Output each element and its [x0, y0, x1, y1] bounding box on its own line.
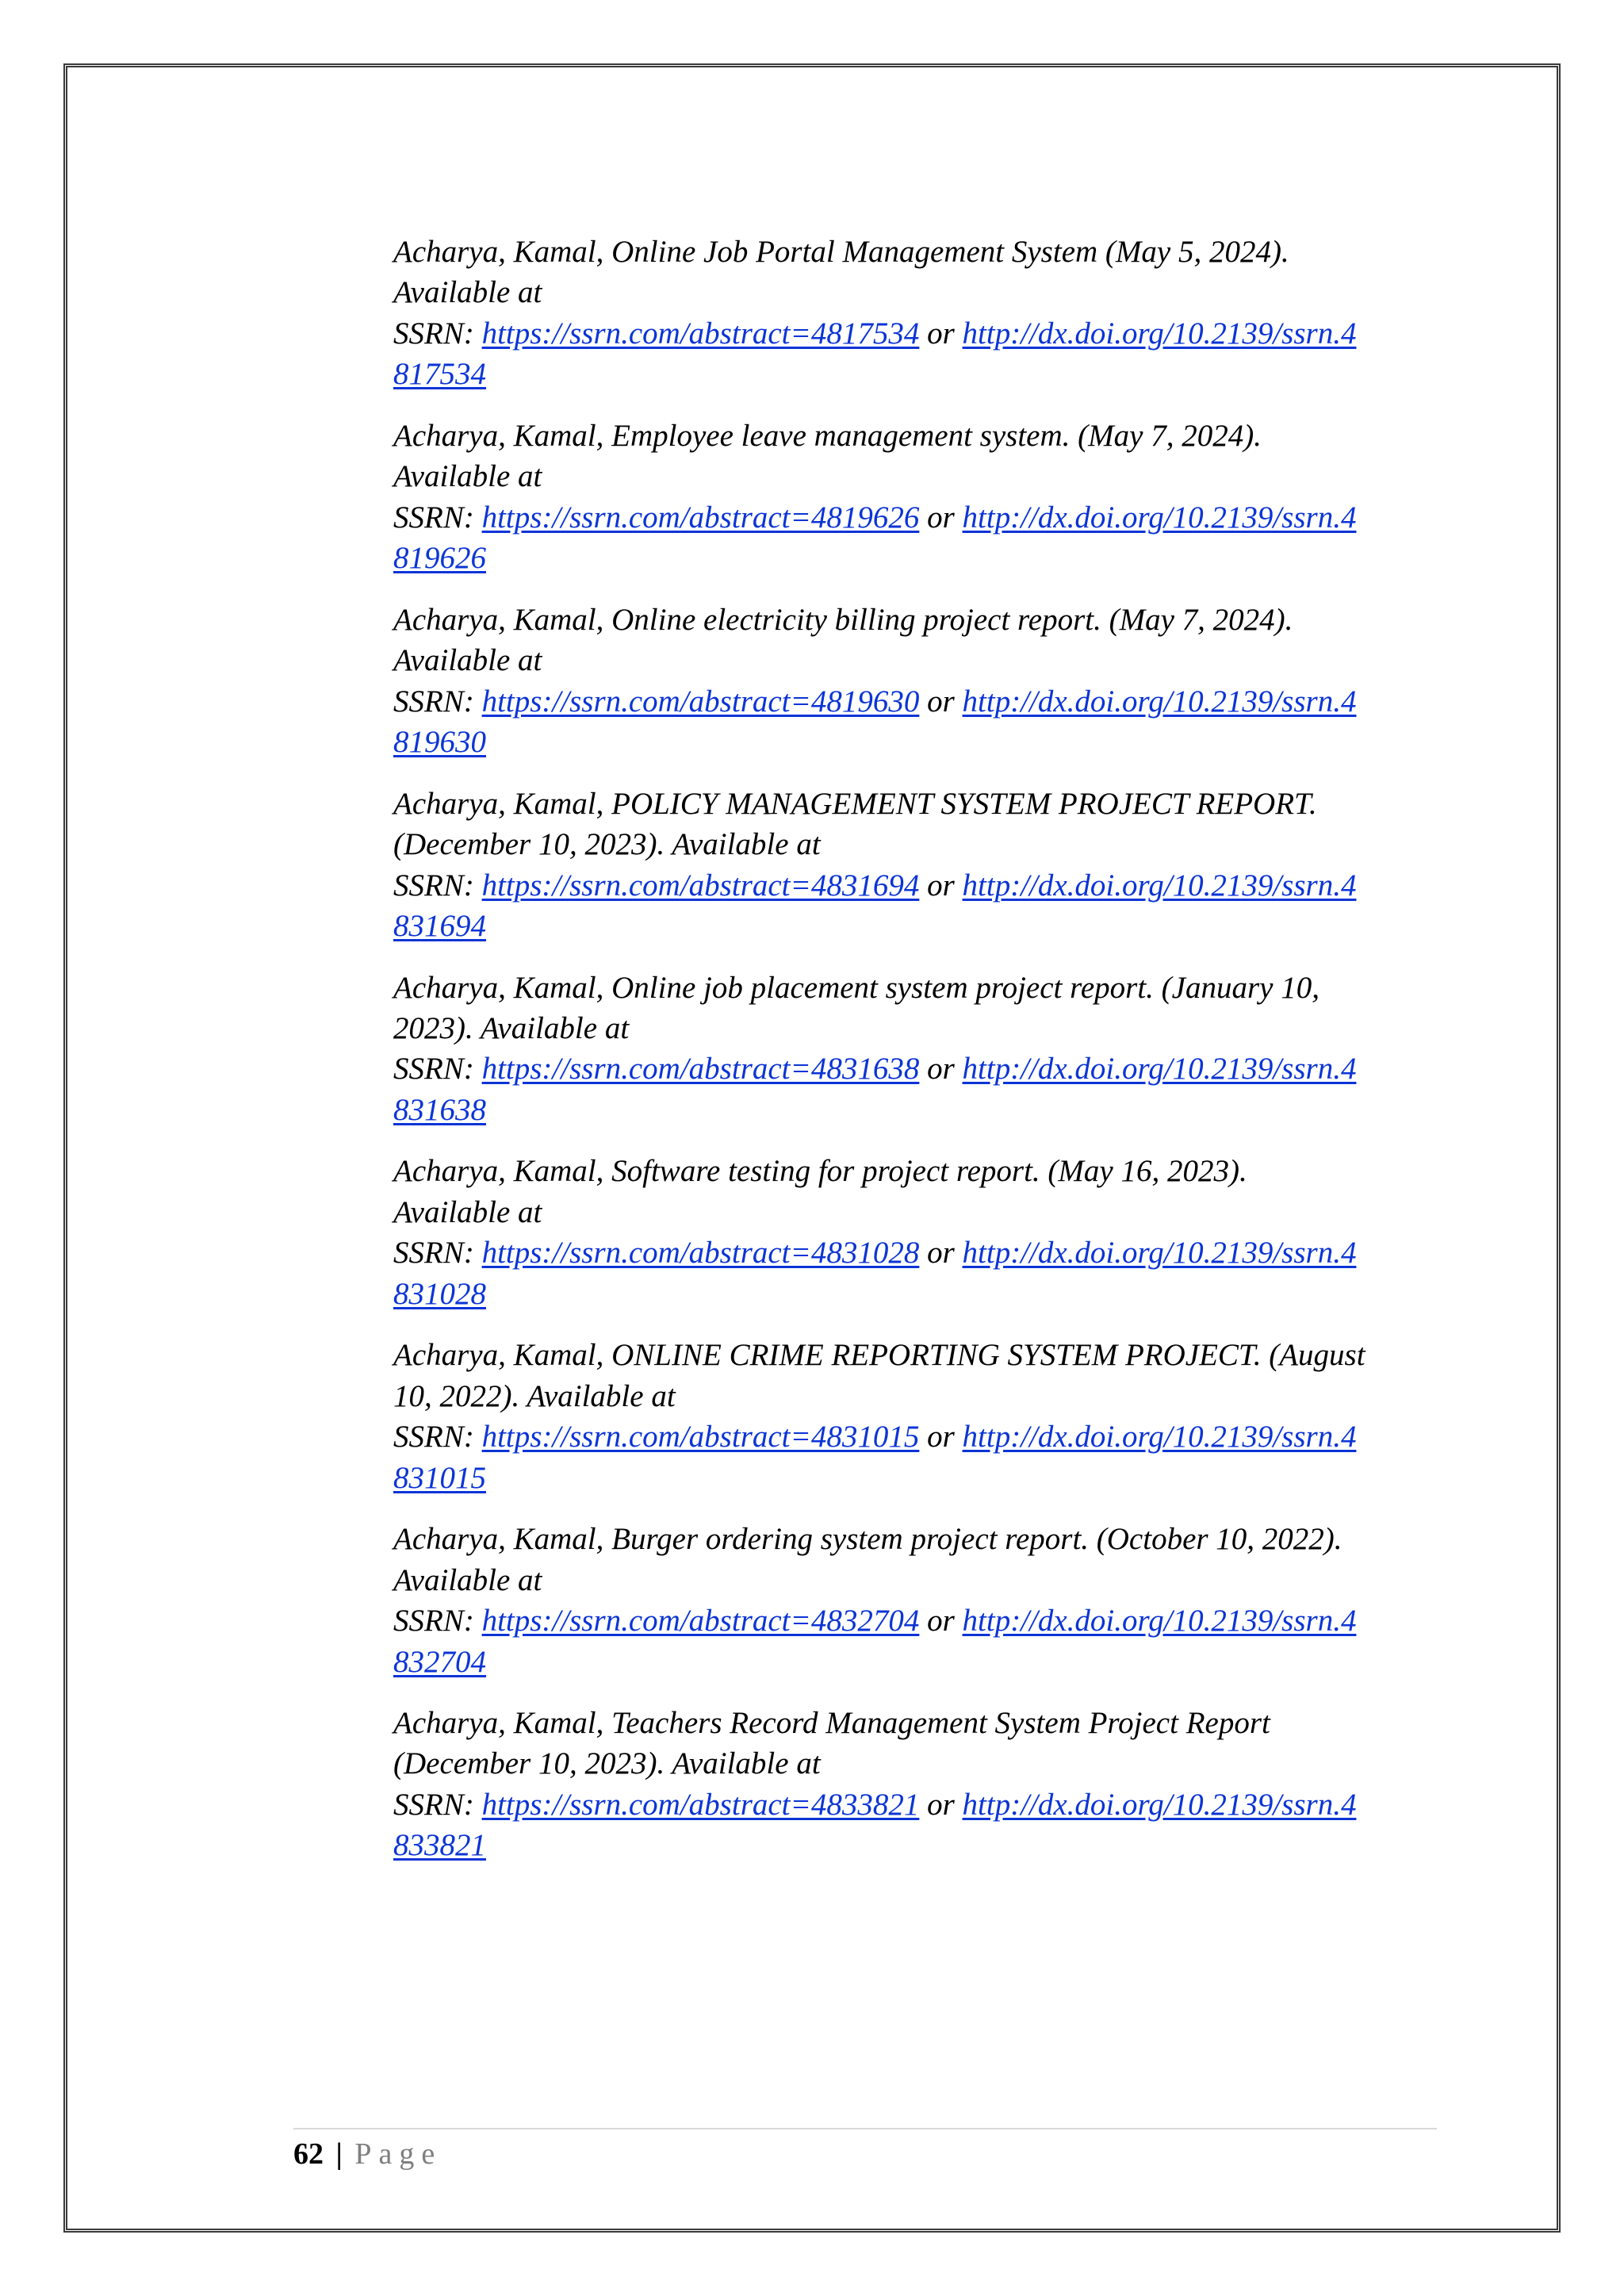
reference-availability: 10, 2022). Available at	[393, 1378, 676, 1413]
connector-text: or	[927, 1604, 955, 1639]
ssrn-link[interactable]: https://ssrn.com/abstract=4831028	[481, 1236, 920, 1271]
reference-citation: Acharya, Kamal, Employee leave management system. (May 7, 2024).	[393, 418, 1262, 453]
reference-item	[393, 784, 1440, 947]
reference-citation: Acharya, Kamal, Teachers Record Management System Project Report	[393, 1706, 1270, 1740]
ssrn-label: SSRN:	[393, 1787, 474, 1822]
reference-list	[393, 232, 1440, 1887]
connector-text: or	[927, 1236, 955, 1271]
reference-item	[393, 1335, 1440, 1498]
footer-divider	[293, 2128, 1437, 2129]
reference-citation: Acharya, Kamal, Burger ordering system project report. (October 10, 2022).	[393, 1522, 1342, 1557]
ssrn-link[interactable]: https://ssrn.com/abstract=4831694	[481, 868, 920, 903]
page-label: Page	[354, 2137, 442, 2171]
reference-item	[393, 416, 1440, 579]
reference-availability: 2023). Available at	[393, 1010, 630, 1045]
reference-item	[393, 1703, 1440, 1866]
reference-citation: Acharya, Kamal, Software testing for project report. (May 16, 2023).	[393, 1154, 1247, 1189]
ssrn-label: SSRN:	[393, 868, 474, 903]
reference-item	[393, 1519, 1440, 1682]
connector-text: or	[927, 684, 955, 719]
connector-text: or	[927, 1052, 955, 1087]
reference-availability: Available at	[393, 1562, 542, 1597]
ssrn-label: SSRN:	[393, 684, 474, 719]
ssrn-label: SSRN:	[393, 1052, 474, 1087]
connector-text: or	[927, 1787, 955, 1822]
reference-item	[393, 232, 1440, 395]
reference-citation: Acharya, Kamal, Online electricity billing project report. (May 7, 2024).	[393, 602, 1293, 637]
ssrn-link[interactable]: https://ssrn.com/abstract=4833821	[481, 1787, 920, 1822]
reference-item	[393, 968, 1440, 1131]
page-footer	[293, 2133, 442, 2175]
connector-text: or	[927, 316, 955, 351]
reference-availability: (December 10, 2023). Available at	[393, 827, 821, 862]
doi-link[interactable]: http://dx.doi.org/10.2139/ssrn.4 833821	[393, 1787, 1357, 1863]
ssrn-link[interactable]: https://ssrn.com/abstract=4831015	[481, 1420, 920, 1455]
ssrn-label: SSRN:	[393, 316, 474, 351]
page-number: 62	[293, 2137, 324, 2171]
doi-link[interactable]: http://dx.doi.org/10.2139/ssrn.4 831694	[393, 868, 1357, 944]
ssrn-label: SSRN:	[393, 1236, 474, 1271]
connector-text: or	[927, 868, 955, 903]
doi-link[interactable]: http://dx.doi.org/10.2139/ssrn.4 831028	[393, 1236, 1357, 1311]
reference-item	[393, 600, 1440, 763]
reference-citation: Acharya, Kamal, ONLINE CRIME REPORTING SYSTEM PROJECT. (August	[393, 1338, 1365, 1373]
doi-link[interactable]: http://dx.doi.org/10.2139/ssrn.4 819630	[393, 684, 1357, 760]
ssrn-label: SSRN:	[393, 500, 474, 535]
doi-link[interactable]: http://dx.doi.org/10.2139/ssrn.4 817534	[393, 316, 1357, 392]
reference-availability: Available at	[393, 459, 542, 494]
reference-availability: Available at	[393, 275, 542, 310]
reference-availability: Available at	[393, 643, 542, 678]
ssrn-link[interactable]: https://ssrn.com/abstract=4817534	[481, 316, 920, 351]
ssrn-link[interactable]: https://ssrn.com/abstract=4831638	[481, 1052, 920, 1087]
ssrn-link[interactable]: https://ssrn.com/abstract=4819626	[481, 500, 920, 535]
doi-link[interactable]: http://dx.doi.org/10.2139/ssrn.4 831638	[393, 1052, 1357, 1127]
connector-text: or	[927, 1420, 955, 1455]
ssrn-link[interactable]: https://ssrn.com/abstract=4819630	[481, 684, 920, 719]
reference-availability: (December 10, 2023). Available at	[393, 1746, 821, 1781]
ssrn-label: SSRN:	[393, 1604, 474, 1639]
reference-citation: Acharya, Kamal, POLICY MANAGEMENT SYSTEM PROJECT REPORT.	[393, 786, 1317, 821]
reference-item	[393, 1151, 1440, 1314]
footer-separator: |	[335, 2137, 343, 2171]
reference-citation: Acharya, Kamal, Online job placement system project report. (January 10,	[393, 970, 1320, 1005]
doi-link[interactable]: http://dx.doi.org/10.2139/ssrn.4 819626	[393, 500, 1357, 576]
connector-text: or	[927, 500, 955, 535]
ssrn-label: SSRN:	[393, 1420, 474, 1455]
reference-citation: Acharya, Kamal, Online Job Portal Management System (May 5, 2024).	[393, 235, 1289, 269]
doi-link[interactable]: http://dx.doi.org/10.2139/ssrn.4 831015	[393, 1420, 1357, 1495]
reference-availability: Available at	[393, 1194, 542, 1229]
ssrn-link[interactable]: https://ssrn.com/abstract=4832704	[481, 1604, 920, 1639]
doi-link[interactable]: http://dx.doi.org/10.2139/ssrn.4 832704	[393, 1604, 1357, 1679]
